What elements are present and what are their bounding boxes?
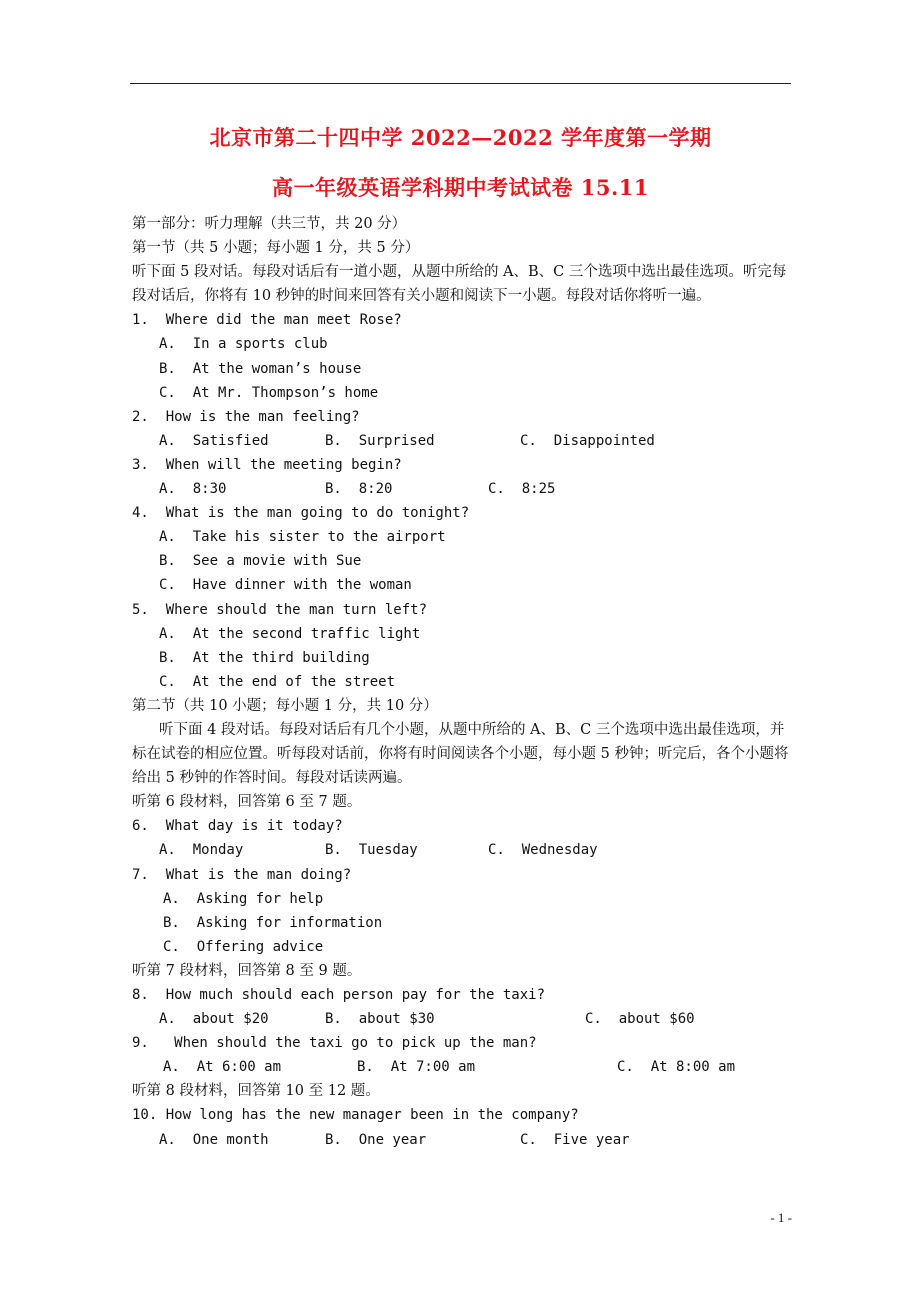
- q1-option-c: C. At Mr. Thompson’s home: [159, 384, 379, 401]
- material-6-note: 听第 6 段材料，回答第 6 至 7 题。: [132, 794, 362, 811]
- q6-option-a: A. Monday: [159, 842, 244, 859]
- q6-options: [132, 838, 794, 862]
- q2-option-a: A. Satisfied: [159, 432, 269, 449]
- q4-option-a: A. Take his sister to the airport: [159, 529, 446, 546]
- section2-heading: 第二节（共 10 小题；每小题 1 分，共 10 分）: [132, 697, 438, 714]
- section1-instructions: 听下面 5 段对话。每段对话后有一道小题，从题中所给的 A、B、C 三个选项中选出最佳选项。听完每段对话后，你将有 10 秒钟的时间来回答有关小题和阅读下一小题。每段对话你将听一遍。: [132, 264, 787, 305]
- q8-option-b: B. about $30: [325, 1011, 435, 1028]
- question-1: 1. Where did the man meet Rose?: [132, 312, 402, 329]
- q8-option-c: C. about $60: [585, 1011, 695, 1028]
- question-9: 9. When should the taxi go to pick up the man?: [132, 1035, 537, 1052]
- exam-body: [132, 212, 794, 1152]
- section2-instructions: 听下面 4 段对话。每段对话后有几个小题，从题中所给的 A、B、C 三个选项中选出最佳选项，并标在试卷的相应位置。听每段对话前，你将有时间阅读各个小题，每小题 5 秒钟；听完后，各个小题将给出 5 秒钟的作答时间。每段对话读两遍。: [132, 721, 789, 787]
- q1-option-b: B. At the woman’s house: [159, 360, 362, 377]
- question-4: 4. What is the man going to do tonight?: [132, 505, 470, 522]
- q8-options: [132, 1007, 794, 1031]
- q7-option-a: A. Asking for help: [163, 890, 324, 907]
- q3-option-b: B. 8:20: [325, 481, 393, 498]
- q10-option-b: B. One year: [325, 1131, 427, 1148]
- q8-option-a: A. about $20: [159, 1011, 269, 1028]
- q7-option-c: C. Offering advice: [163, 938, 324, 955]
- q9-options: [132, 1055, 794, 1079]
- q5-option-a: A. At the second traffic light: [159, 625, 421, 642]
- header-rule: [130, 83, 791, 84]
- q5-option-c: C. At the end of the street: [159, 673, 396, 690]
- q9-option-c: C. At 8:00 am: [617, 1059, 736, 1076]
- exam-title-line2: 高一年级英语学科期中考试试卷 15.11: [271, 175, 650, 200]
- q2-option-c: C. Disappointed: [520, 432, 655, 449]
- q9-option-a: A. At 6:00 am: [163, 1059, 282, 1076]
- q3-option-c: C. 8:25: [488, 481, 556, 498]
- q6-option-b: B. Tuesday: [325, 842, 418, 859]
- q2-option-b: B. Surprised: [325, 432, 435, 449]
- question-5: 5. Where should the man turn left?: [132, 601, 428, 618]
- q10-options: [132, 1128, 794, 1152]
- material-7-note: 听第 7 段材料，回答第 8 至 9 题。: [132, 962, 362, 979]
- q10-option-a: A. One month: [159, 1131, 269, 1148]
- question-7: 7. What is the man doing?: [132, 866, 352, 883]
- page-number: - 1 -: [770, 1210, 792, 1225]
- question-6: 6. What day is it today?: [132, 818, 343, 835]
- material-8-note: 听第 8 段材料，回答第 10 至 12 题。: [132, 1083, 380, 1100]
- section1-heading: 第一节（共 5 小题；每小题 1 分，共 5 分）: [132, 240, 420, 257]
- q3-option-a: A. 8:30: [159, 481, 227, 498]
- exam-title-line1: 北京市第二十四中学 2022—2022 学年度第一学期: [209, 125, 712, 150]
- q4-option-b: B. See a movie with Sue: [159, 553, 362, 570]
- q3-options: [132, 477, 794, 501]
- question-3: 3. When will the meeting begin?: [132, 456, 402, 473]
- q7-option-b: B. Asking for information: [163, 914, 383, 931]
- q4-option-c: C. Have dinner with the woman: [159, 577, 412, 594]
- question-8: 8. How much should each person pay for the taxi?: [132, 987, 546, 1003]
- q6-option-c: C. Wednesday: [488, 842, 598, 859]
- question-10: 10. How long has the new manager been in the company?: [132, 1107, 579, 1124]
- q9-option-b: B. At 7:00 am: [357, 1059, 476, 1076]
- q2-options: [132, 429, 794, 453]
- question-2: 2. How is the man feeling?: [132, 408, 360, 425]
- part1-heading: 第一部分：听力理解（共三节，共 20 分）: [132, 216, 407, 232]
- q1-option-a: A. In a sports club: [159, 336, 328, 353]
- q10-option-c: C. Five year: [520, 1131, 630, 1148]
- q5-option-b: B. At the third building: [159, 649, 370, 666]
